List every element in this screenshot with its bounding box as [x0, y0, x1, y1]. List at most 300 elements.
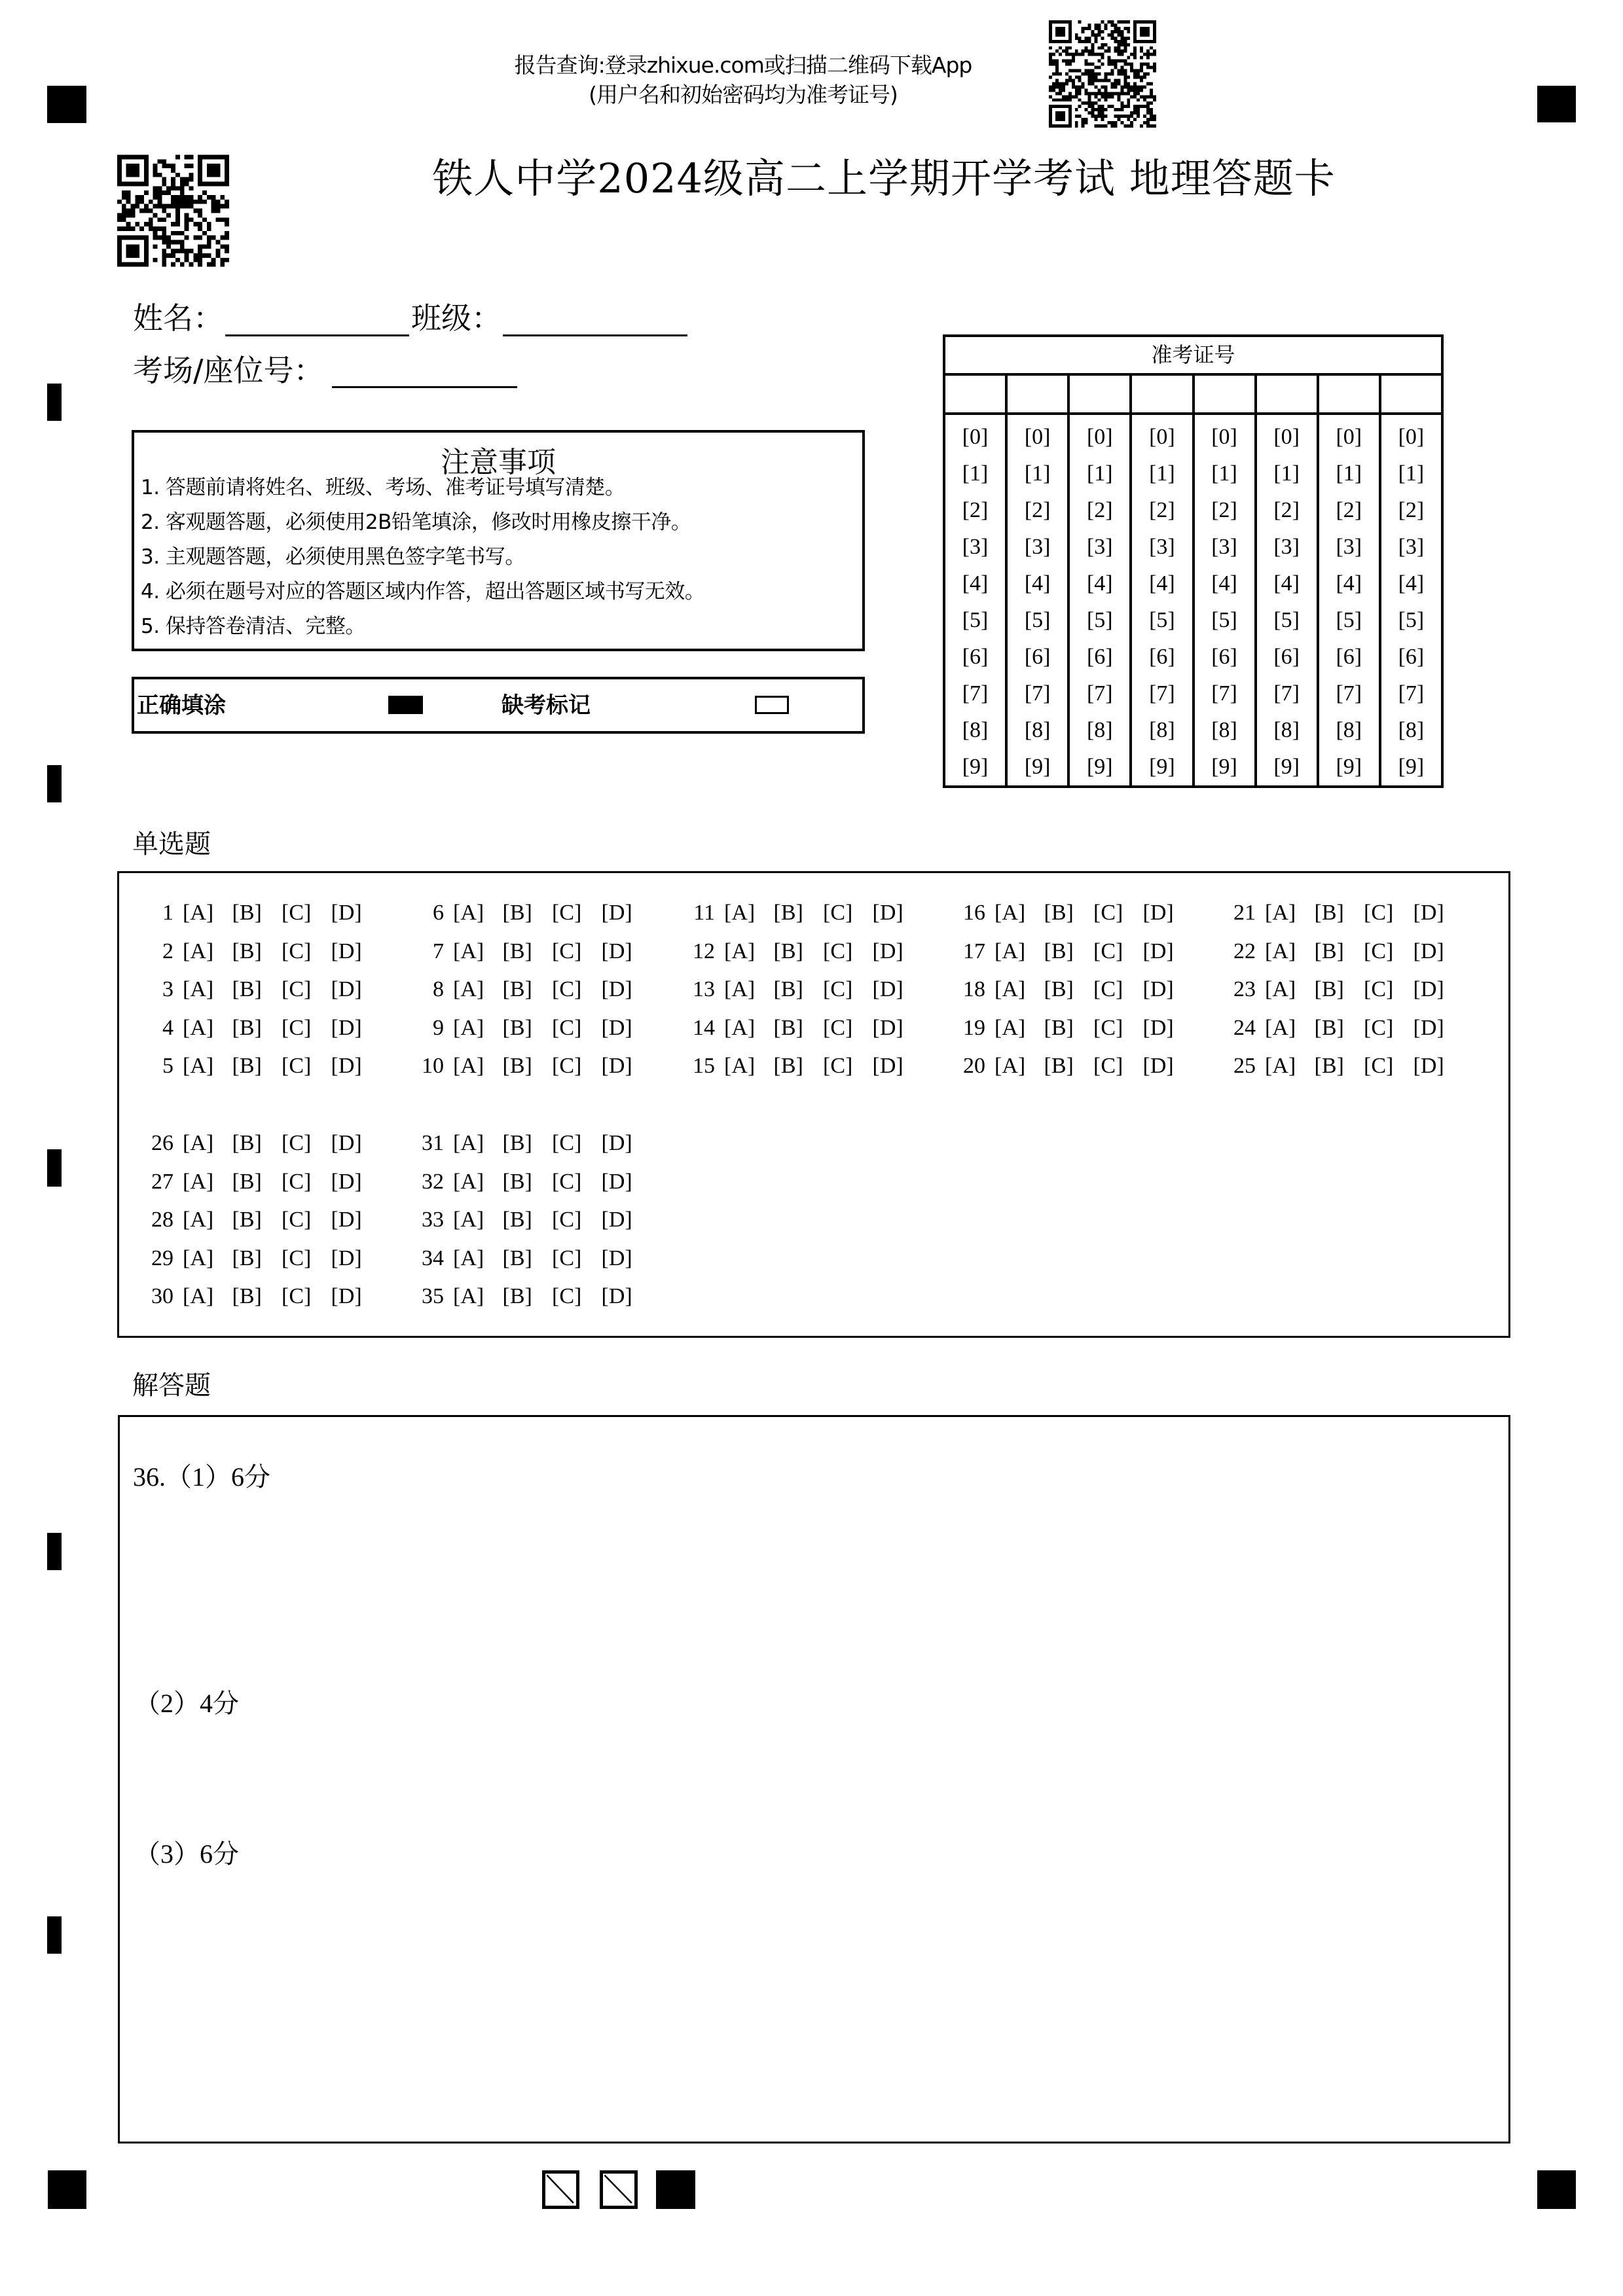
admission-id-digit-list — [1257, 419, 1317, 785]
admission-id-bubble[interactable]: [6] — [1273, 645, 1300, 669]
admission-id-write-cell[interactable] — [1381, 376, 1441, 415]
answer-bubble-d[interactable]: [D] — [1142, 1015, 1174, 1040]
admission-id-columns — [945, 376, 1441, 785]
answer-bubble-a[interactable]: [A] — [453, 1054, 484, 1078]
answer-bubble-d[interactable]: [D] — [331, 1208, 362, 1232]
answer-bubble-c[interactable]: [C] — [1093, 1015, 1123, 1040]
answer-bubble-d[interactable]: [D] — [331, 1015, 362, 1040]
admission-id-bubble[interactable]: [7] — [1211, 681, 1237, 706]
admission-id-bubble[interactable]: [8] — [1273, 718, 1300, 742]
room-seat-label: 考场/座位号： — [133, 353, 324, 388]
answer-bubble-d[interactable]: [D] — [872, 939, 903, 963]
admission-id-bubble[interactable]: [2] — [1211, 498, 1237, 522]
admission-id-bubble[interactable]: [2] — [1086, 498, 1113, 522]
answer-bubble-a[interactable]: [A] — [1265, 901, 1296, 925]
answer-bubble-c[interactable]: [C] — [282, 1015, 312, 1040]
answer-bubble-a[interactable]: [A] — [183, 1208, 214, 1232]
answer-bubble-d[interactable]: [D] — [331, 901, 362, 925]
question-number: 25 — [1233, 1054, 1256, 1078]
admission-id-bubble[interactable]: [9] — [1211, 755, 1237, 779]
answer-bubble-c[interactable]: [C] — [552, 901, 582, 925]
answer-bubble-a[interactable]: [A] — [183, 1284, 214, 1308]
answer-bubble-a[interactable]: [A] — [453, 901, 484, 925]
admission-id-bubble[interactable]: [6] — [962, 645, 989, 669]
answer-bubble-a[interactable]: [A] — [724, 939, 756, 963]
admission-id-bubble[interactable]: [5] — [1024, 608, 1051, 632]
answer-bubble-a[interactable]: [A] — [994, 939, 1026, 963]
answer-bubble-b[interactable]: [B] — [1044, 901, 1074, 925]
admission-id-bubble[interactable]: [3] — [962, 535, 989, 559]
answer-bubble-a[interactable]: [A] — [183, 977, 214, 1001]
qr-code-icon — [117, 154, 229, 267]
answer-bubble-b[interactable]: [B] — [232, 1169, 262, 1194]
answer-bubble-c[interactable]: [C] — [552, 1015, 582, 1040]
admission-id-bubble[interactable]: [4] — [1211, 571, 1237, 596]
answer-bubble-b[interactable]: [B] — [502, 1054, 532, 1078]
admission-id-bubble[interactable]: [7] — [1273, 681, 1300, 706]
answer-bubble-c[interactable]: [C] — [1093, 977, 1123, 1001]
answer-bubble-d[interactable]: [D] — [1142, 977, 1174, 1001]
admission-id-bubble[interactable]: [4] — [1273, 571, 1300, 596]
answer-bubble-a[interactable]: [A] — [724, 901, 756, 925]
admission-id-bubble[interactable]: [5] — [1086, 608, 1113, 632]
admission-id-bubble[interactable]: [3] — [1398, 535, 1425, 559]
answer-bubble-a[interactable]: [A] — [183, 1169, 214, 1194]
answer-bubble-b[interactable]: [B] — [1044, 939, 1074, 963]
question-number: 32 — [422, 1169, 444, 1194]
admission-id-bubble[interactable]: [0] — [1211, 425, 1237, 449]
admission-id-bubble[interactable]: [9] — [1273, 755, 1300, 779]
answer-bubble-b[interactable]: [B] — [1044, 977, 1074, 1001]
admission-id-bubble[interactable]: [3] — [1086, 535, 1113, 559]
answer-bubble-c[interactable]: [C] — [552, 939, 582, 963]
admission-id-bubble[interactable]: [6] — [1149, 645, 1175, 669]
admission-id-write-cell[interactable] — [1319, 376, 1379, 415]
admission-id-bubble[interactable]: [0] — [1336, 425, 1362, 449]
answer-bubble-d[interactable]: [D] — [331, 977, 362, 1001]
corner-marker-bottom-right — [1537, 2170, 1576, 2209]
answer-bubble-a[interactable]: [A] — [724, 1015, 756, 1040]
admission-id-bubble[interactable]: [2] — [1398, 498, 1425, 522]
answer-bubble-a[interactable]: [A] — [183, 939, 214, 963]
admission-id-bubble[interactable]: [7] — [1024, 681, 1051, 706]
answer-bubble-b[interactable]: [B] — [232, 1131, 262, 1155]
question-number: 21 — [1233, 901, 1256, 925]
answer-bubble-b[interactable]: [B] — [1044, 1015, 1074, 1040]
admission-id-bubble[interactable]: [5] — [1211, 608, 1237, 632]
admission-id-column — [945, 376, 1005, 785]
answer-bubble-b[interactable]: [B] — [232, 901, 262, 925]
answer-bubble-d[interactable]: [D] — [331, 1284, 362, 1308]
answer-bubble-a[interactable]: [A] — [183, 1131, 214, 1155]
page-marker-solid — [656, 2170, 695, 2209]
answer-bubble-b[interactable]: [B] — [232, 1284, 262, 1308]
answer-bubble-a[interactable]: [A] — [994, 1015, 1026, 1040]
answer-bubble-b[interactable]: [B] — [232, 1246, 262, 1270]
notice-item: 3. 主观题答题，必须使用黑色签字笔书写。 — [141, 545, 525, 569]
answer-bubble-c[interactable]: [C] — [1093, 901, 1123, 925]
answer-bubble-c[interactable]: [C] — [552, 1131, 582, 1155]
admission-id-bubble[interactable]: [9] — [962, 755, 989, 779]
answer-bubble-a[interactable]: [A] — [453, 1208, 484, 1232]
admission-id-bubble[interactable]: [0] — [1149, 425, 1175, 449]
admission-id-bubble[interactable]: [8] — [1149, 718, 1175, 742]
answer-bubble-d[interactable]: [D] — [601, 1169, 632, 1194]
answer-bubble-d[interactable]: [D] — [601, 1131, 632, 1155]
answer-bubble-d[interactable]: [D] — [601, 939, 632, 963]
admission-id-write-cell[interactable] — [1008, 376, 1067, 415]
answer-bubble-d[interactable]: [D] — [331, 939, 362, 963]
admission-id-bubble[interactable]: [2] — [1024, 498, 1051, 522]
admission-id-column — [1129, 376, 1192, 785]
answer-bubble-d[interactable]: [D] — [331, 1054, 362, 1078]
answer-bubble-c[interactable]: [C] — [552, 1246, 582, 1270]
class-field[interactable] — [503, 334, 687, 336]
answer-bubble-d[interactable]: [D] — [1142, 901, 1174, 925]
answer-bubble-a[interactable]: [A] — [994, 901, 1026, 925]
admission-id-bubble[interactable]: [1] — [1398, 461, 1425, 486]
answer-bubble-b[interactable]: [B] — [232, 1054, 262, 1078]
answer-bubble-a[interactable]: [A] — [1265, 1015, 1296, 1040]
hatch-diagonal-icon — [603, 2174, 634, 2206]
notice-item: 2. 客观题答题，必须使用2B铅笔填涂，修改时用橡皮擦干净。 — [141, 511, 691, 534]
answer-bubble-b[interactable]: [B] — [232, 939, 262, 963]
answer-bubble-a[interactable]: [A] — [453, 939, 484, 963]
admission-id-bubble[interactable]: [1] — [1086, 461, 1113, 486]
answer-bubble-b[interactable]: [B] — [502, 1284, 532, 1308]
answer-bubble-d[interactable]: [D] — [601, 901, 632, 925]
question-number: 10 — [422, 1054, 444, 1078]
admission-id-title: 准考证号 — [945, 337, 1441, 376]
answer-bubble-b[interactable]: [B] — [232, 977, 262, 1001]
question-number: 23 — [1233, 977, 1256, 1001]
answer-bubble-b[interactable]: [B] — [1314, 901, 1344, 925]
admission-id-bubble[interactable]: [7] — [1336, 681, 1362, 706]
answer-bubble-d[interactable]: [D] — [1413, 901, 1444, 925]
admission-id-bubble[interactable]: [9] — [1398, 755, 1425, 779]
question-number: 4 — [162, 1015, 173, 1040]
answer-bubble-a[interactable]: [A] — [183, 901, 214, 925]
answer-bubble-d[interactable]: [D] — [601, 1284, 632, 1308]
question-36-part-3-label: （3）6分 — [134, 1839, 239, 1869]
admission-id-bubble[interactable]: [5] — [962, 608, 989, 632]
admission-id-bubble[interactable]: [3] — [1273, 535, 1300, 559]
admission-id-digit-list — [1070, 419, 1129, 785]
admission-id-bubble[interactable]: [4] — [1086, 571, 1113, 596]
admission-id-bubble[interactable]: [6] — [1086, 645, 1113, 669]
question-number: 30 — [151, 1284, 173, 1308]
admission-id-write-cell[interactable] — [1132, 376, 1192, 415]
answer-bubble-a[interactable]: [A] — [453, 977, 484, 1001]
admission-id-column — [1254, 376, 1317, 785]
question-number: 27 — [151, 1169, 173, 1194]
answer-bubble-c[interactable]: [C] — [282, 1131, 312, 1155]
admission-id-bubble[interactable]: [0] — [1273, 425, 1300, 449]
answer-bubble-c[interactable]: [C] — [552, 1169, 582, 1194]
answer-bubble-b[interactable]: [B] — [502, 901, 532, 925]
answer-bubble-a[interactable]: [A] — [453, 1131, 484, 1155]
admission-id-bubble[interactable]: [5] — [1336, 608, 1362, 632]
notice-item: 1. 答题前请将姓名、班级、考场、准考证号填写清楚。 — [141, 476, 625, 499]
admission-id-column — [1317, 376, 1379, 785]
admission-id-bubble[interactable]: [3] — [1336, 535, 1362, 559]
question-number: 3 — [162, 977, 173, 1001]
answer-bubble-a[interactable]: [A] — [1265, 1054, 1296, 1078]
answer-bubble-b[interactable]: [B] — [1314, 1015, 1344, 1040]
question-number: 7 — [433, 939, 444, 963]
question-number: 5 — [162, 1054, 173, 1078]
question-number: 29 — [151, 1246, 173, 1270]
free-response-box[interactable] — [118, 1415, 1510, 2144]
question-number: 33 — [422, 1208, 444, 1232]
answer-bubble-c[interactable]: [C] — [282, 977, 312, 1001]
answer-bubble-b[interactable]: [B] — [502, 977, 532, 1001]
admission-id-bubble[interactable]: [1] — [1211, 461, 1237, 486]
answer-bubble-d[interactable]: [D] — [331, 1246, 362, 1270]
answer-bubble-b[interactable]: [B] — [232, 1208, 262, 1232]
admission-id-bubble[interactable]: [6] — [1024, 645, 1051, 669]
answer-bubble-a[interactable]: [A] — [724, 1054, 756, 1078]
answer-bubble-a[interactable]: [A] — [453, 1246, 484, 1270]
answer-bubble-b[interactable]: [B] — [1044, 1054, 1074, 1078]
answer-bubble-d[interactable]: [D] — [1142, 1054, 1174, 1078]
admission-id-bubble[interactable]: [1] — [1149, 461, 1175, 486]
admission-id-bubble[interactable]: [2] — [962, 498, 989, 522]
admission-id-digit-list — [1381, 419, 1441, 785]
admission-id-column — [1067, 376, 1129, 785]
question-number: 22 — [1233, 939, 1256, 963]
admission-id-bubble[interactable]: [1] — [1336, 461, 1362, 486]
answer-bubble-b[interactable]: [B] — [1314, 1054, 1344, 1078]
admission-id-bubble[interactable]: [6] — [1336, 645, 1362, 669]
answer-bubble-c[interactable]: [C] — [282, 1169, 312, 1194]
admission-id-bubble[interactable]: [5] — [1149, 608, 1175, 632]
admission-id-write-cell[interactable] — [1257, 376, 1317, 415]
answer-bubble-c[interactable]: [C] — [1093, 939, 1123, 963]
answer-bubble-c[interactable]: [C] — [552, 1054, 582, 1078]
answer-bubble-a[interactable]: [A] — [1265, 939, 1296, 963]
answer-bubble-d[interactable]: [D] — [601, 1246, 632, 1270]
answer-bubble-b[interactable]: [B] — [773, 939, 803, 963]
answer-bubble-b[interactable]: [B] — [1314, 939, 1344, 963]
answer-bubble-c[interactable]: [C] — [823, 977, 853, 1001]
answer-bubble-c[interactable]: [C] — [823, 939, 853, 963]
question-number: 31 — [422, 1131, 444, 1155]
answer-bubble-c[interactable]: [C] — [1364, 1054, 1394, 1078]
answer-bubble-c[interactable]: [C] — [552, 1208, 582, 1232]
qr-code-top-right — [1049, 20, 1156, 128]
answer-bubble-b[interactable]: [B] — [502, 1246, 532, 1270]
admission-id-bubble[interactable]: [5] — [1273, 608, 1300, 632]
admission-id-write-cell[interactable] — [1070, 376, 1129, 415]
admission-id-column — [1192, 376, 1254, 785]
page-marker-hatched — [542, 2170, 579, 2209]
admission-id-bubble[interactable]: [1] — [1273, 461, 1300, 486]
admission-id-bubble[interactable]: [7] — [962, 681, 989, 706]
question-number: 26 — [151, 1131, 173, 1155]
name-field[interactable] — [225, 334, 409, 336]
answer-bubble-b[interactable]: [B] — [502, 1131, 532, 1155]
answer-bubble-d[interactable]: [D] — [872, 1015, 903, 1040]
answer-bubble-d[interactable]: [D] — [331, 1131, 362, 1155]
answer-bubble-d[interactable]: [D] — [1142, 939, 1174, 963]
answer-bubble-b[interactable]: [B] — [502, 1169, 532, 1194]
admission-id-bubble[interactable]: [4] — [962, 571, 989, 596]
answer-bubble-a[interactable]: [A] — [183, 1246, 214, 1270]
answer-bubble-b[interactable]: [B] — [773, 1054, 803, 1078]
admission-id-bubble[interactable]: [2] — [1336, 498, 1362, 522]
correct-fill-label: 正确填涂 — [137, 692, 226, 719]
answer-bubble-a[interactable]: [A] — [183, 1054, 214, 1078]
admission-id-bubble[interactable]: [0] — [1024, 425, 1051, 449]
answer-bubble-b[interactable]: [B] — [502, 1015, 532, 1040]
question-36-part-1-label: 36.（1）6分 — [133, 1462, 270, 1492]
admission-id-bubble[interactable]: [9] — [1336, 755, 1362, 779]
admission-id-bubble[interactable]: [6] — [1211, 645, 1237, 669]
admission-id-bubble[interactable]: [8] — [962, 718, 989, 742]
side-timing-marker — [47, 384, 62, 421]
page-title: 铁人中学2024级高二上学期开学考试 地理答题卡 — [432, 154, 1336, 202]
question-number: 9 — [433, 1015, 444, 1040]
answer-bubble-d[interactable]: [D] — [872, 901, 903, 925]
question-number: 6 — [433, 901, 444, 925]
admission-id-bubble[interactable]: [0] — [1398, 425, 1425, 449]
answer-bubble-c[interactable]: [C] — [282, 1208, 312, 1232]
answer-bubble-d[interactable]: [D] — [872, 977, 903, 1001]
answer-bubble-c[interactable]: [C] — [282, 901, 312, 925]
answer-bubble-b[interactable]: [B] — [502, 1208, 532, 1232]
answer-bubble-a[interactable]: [A] — [453, 1015, 484, 1040]
answer-bubble-c[interactable]: [C] — [823, 1054, 853, 1078]
admission-id-bubble[interactable]: [8] — [1024, 718, 1051, 742]
answer-bubble-d[interactable]: [D] — [1413, 939, 1444, 963]
notice-title: 注意事项 — [441, 446, 556, 479]
side-timing-marker — [47, 1916, 62, 1954]
answer-bubble-a[interactable]: [A] — [994, 1054, 1026, 1078]
admission-id-write-cell[interactable] — [1195, 376, 1254, 415]
admission-id-bubble[interactable]: [7] — [1149, 681, 1175, 706]
corner-marker-top-left — [47, 86, 86, 123]
answer-bubble-c[interactable]: [C] — [823, 1015, 853, 1040]
report-note-line-2: (用户名和初始密码均为准考证号) — [589, 82, 898, 107]
answer-bubble-d[interactable]: [D] — [601, 1015, 632, 1040]
side-timing-marker — [47, 1533, 62, 1570]
filled-mark-icon — [388, 696, 423, 714]
answer-bubble-b[interactable]: [B] — [1314, 977, 1344, 1001]
answer-bubble-d[interactable]: [D] — [1413, 1054, 1444, 1078]
answer-bubble-d[interactable]: [D] — [1413, 977, 1444, 1001]
answer-bubble-a[interactable]: [A] — [724, 977, 756, 1001]
answer-bubble-c[interactable]: [C] — [823, 901, 853, 925]
admission-id-bubble[interactable]: [9] — [1149, 755, 1175, 779]
admission-id-bubble[interactable]: [8] — [1086, 718, 1113, 742]
answer-bubble-c[interactable]: [C] — [282, 939, 312, 963]
answer-bubble-c[interactable]: [C] — [282, 1054, 312, 1078]
admission-id-bubble[interactable]: [9] — [1086, 755, 1113, 779]
admission-id-bubble[interactable]: [7] — [1398, 681, 1425, 706]
admission-id-bubble[interactable]: [3] — [1149, 535, 1175, 559]
question-number: 13 — [693, 977, 715, 1001]
admission-id-bubble[interactable]: [4] — [1024, 571, 1051, 596]
admission-id-bubble[interactable]: [8] — [1398, 718, 1425, 742]
answer-bubble-d[interactable]: [D] — [601, 1054, 632, 1078]
answer-bubble-b[interactable]: [B] — [773, 901, 803, 925]
admission-id-bubble[interactable]: [5] — [1398, 608, 1425, 632]
question-number: 28 — [151, 1208, 173, 1232]
question-number: 15 — [693, 1054, 715, 1078]
hatch-diagonal-icon — [545, 2174, 576, 2206]
answer-bubble-c[interactable]: [C] — [1364, 1015, 1394, 1040]
answer-bubble-c[interactable]: [C] — [1364, 939, 1394, 963]
admission-id-bubble[interactable]: [1] — [962, 461, 989, 486]
admission-id-bubble[interactable]: [6] — [1398, 645, 1425, 669]
corner-marker-bottom-left — [48, 2170, 86, 2209]
answer-bubble-a[interactable]: [A] — [994, 977, 1026, 1001]
answer-bubble-a[interactable]: [A] — [1265, 977, 1296, 1001]
admission-id-write-cell[interactable] — [945, 376, 1005, 415]
question-number: 14 — [693, 1015, 715, 1040]
qr-code-left — [117, 154, 229, 267]
admission-id-bubble[interactable]: [0] — [962, 425, 989, 449]
admission-id-column — [1005, 376, 1067, 785]
answer-bubble-c[interactable]: [C] — [552, 977, 582, 1001]
question-36-part-2-label: （2）4分 — [134, 1689, 239, 1718]
absent-mark-checkbox[interactable] — [755, 696, 789, 714]
answer-bubble-b[interactable]: [B] — [232, 1015, 262, 1040]
admission-id-bubble[interactable]: [9] — [1024, 755, 1051, 779]
answer-bubble-c[interactable]: [C] — [1093, 1054, 1123, 1078]
admission-id-bubble[interactable]: [1] — [1024, 461, 1051, 486]
question-number: 11 — [693, 901, 715, 925]
answer-bubble-c[interactable]: [C] — [1364, 901, 1394, 925]
admission-id-digit-list — [945, 419, 1005, 785]
answer-bubble-c[interactable]: [C] — [282, 1246, 312, 1270]
question-number: 18 — [963, 977, 985, 1001]
answer-bubble-b[interactable]: [B] — [773, 1015, 803, 1040]
admission-id-bubble[interactable]: [2] — [1149, 498, 1175, 522]
answer-bubble-c[interactable]: [C] — [552, 1284, 582, 1308]
answer-bubble-b[interactable]: [B] — [502, 939, 532, 963]
answer-bubble-c[interactable]: [C] — [282, 1284, 312, 1308]
admission-id-bubble[interactable]: [0] — [1086, 425, 1113, 449]
answer-bubble-b[interactable]: [B] — [773, 977, 803, 1001]
room-seat-field[interactable] — [332, 386, 517, 388]
answer-bubble-d[interactable]: [D] — [601, 1208, 632, 1232]
answer-bubble-d[interactable]: [D] — [1413, 1015, 1444, 1040]
admission-id-bubble[interactable]: [4] — [1336, 571, 1362, 596]
answer-bubble-c[interactable]: [C] — [1364, 977, 1394, 1001]
admission-id-bubble[interactable]: [3] — [1211, 535, 1237, 559]
admission-id-bubble[interactable]: [7] — [1086, 681, 1113, 706]
notice-box — [132, 430, 865, 651]
answer-bubble-d[interactable]: [D] — [872, 1054, 903, 1078]
answer-bubble-a[interactable]: [A] — [183, 1015, 214, 1040]
admission-id-bubble[interactable]: [4] — [1398, 571, 1425, 596]
answer-bubble-d[interactable]: [D] — [331, 1169, 362, 1194]
side-timing-marker — [47, 765, 62, 802]
admission-id-bubble[interactable]: [8] — [1211, 718, 1237, 742]
answer-bubble-d[interactable]: [D] — [601, 977, 632, 1001]
corner-marker-top-right — [1537, 86, 1576, 122]
question-number: 19 — [963, 1015, 985, 1040]
admission-id-bubble[interactable]: [2] — [1273, 498, 1300, 522]
answer-bubble-a[interactable]: [A] — [453, 1169, 484, 1194]
single-choice-title: 单选题 — [132, 829, 211, 859]
admission-id-bubble[interactable]: [4] — [1149, 571, 1175, 596]
admission-id-bubble[interactable]: [3] — [1024, 535, 1051, 559]
admission-id-bubble[interactable]: [8] — [1336, 718, 1362, 742]
answer-bubble-a[interactable]: [A] — [453, 1284, 484, 1308]
